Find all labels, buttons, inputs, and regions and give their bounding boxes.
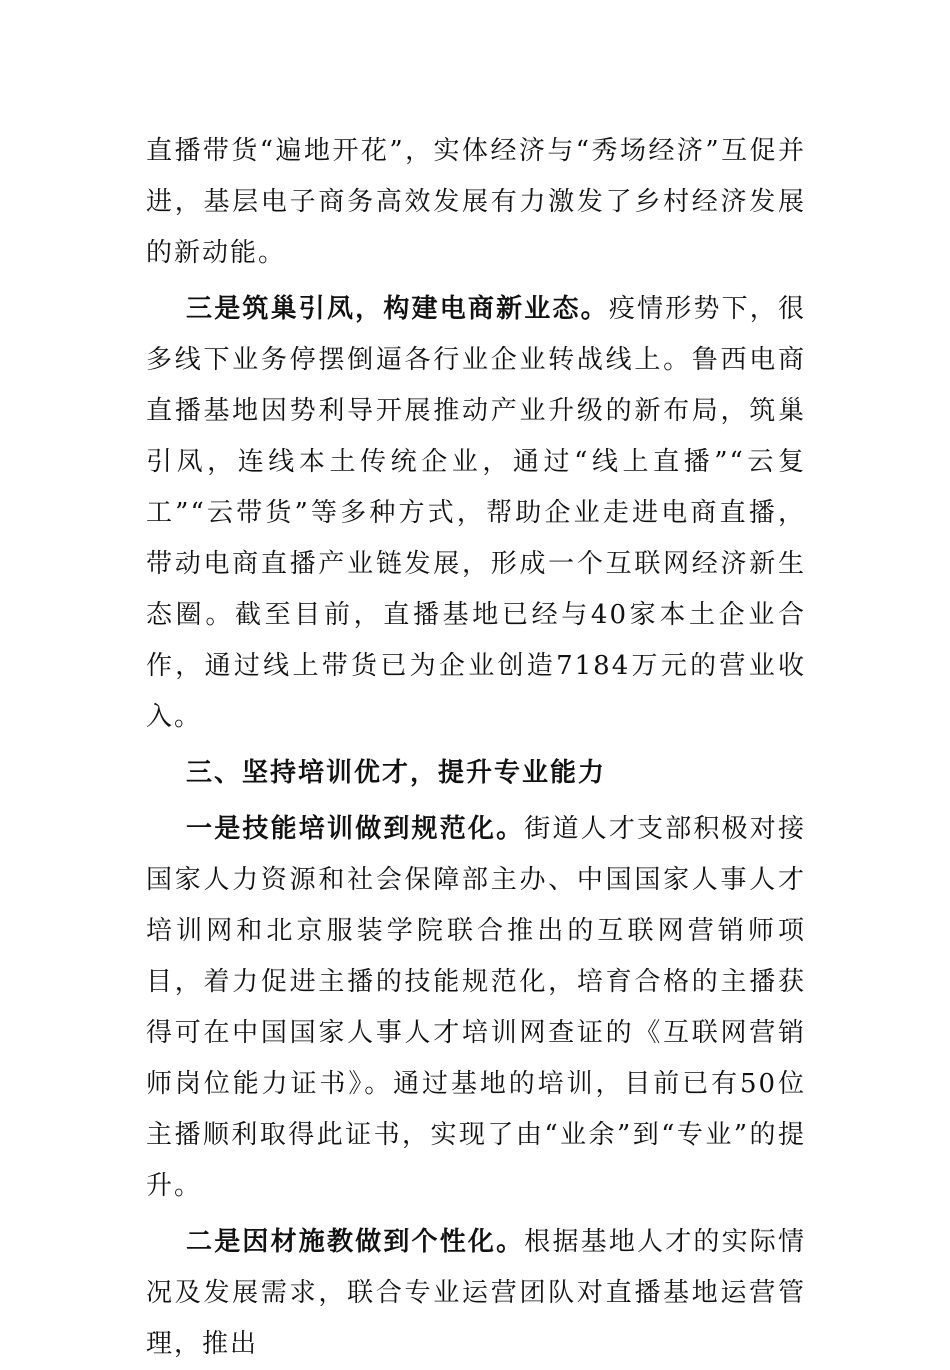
section-heading-training: 三、坚持培训优才，提升专业能力 xyxy=(186,758,607,788)
paragraph-lead: 三是筑巢引凤，构建电商新业态。 xyxy=(186,294,609,324)
paragraph-lead: 二是因材施教做到个性化。 xyxy=(186,1227,525,1257)
paragraph-build-nest xyxy=(146,284,806,743)
paragraph-livestream-continuation xyxy=(146,126,806,279)
paragraph-personalized-teaching xyxy=(146,1217,806,1370)
paragraph-lead: 一是技能培训做到规范化。 xyxy=(186,814,525,844)
paragraph-text: 街道人才支部积极对接国家人力资源和社会保障部主办、中国国家人事人才培训网和北京服装学院联合推出的互联网营销师项目，着力促进主播的技能规范化，培育合格的主播获得可在中国国家人事人才培训网查证的《互联网营销师岗位能力证书》。通过基地的培训，目前已有50位主播顺利取得此证书，实现了由“业余”到“专业”的提升。 xyxy=(146,814,806,1201)
paragraph-text: 根据基地人才的实际情况及发展需求，联合专业运营团队对直播基地运营管理，推出 xyxy=(146,1227,806,1359)
paragraph-skills-training xyxy=(146,804,806,1212)
paragraph-text: 直播带货“遍地开花”，实体经济与“秀场经济”互促并进，基层电子商务高效发展有力激发了乡村经济发展的新动能。 xyxy=(146,136,806,268)
document-body xyxy=(146,126,806,1370)
paragraph-text: 疫情形势下，很多线下业务停摆倒逼各行业企业转战线上。鲁西电商直播基地因势利导开展推动产业升级的新布局，筑巢引凤，连线本土传统企业，通过“线上直播”“云复工”“云带货”等多种方式，帮助企业走进电商直播，带动电商直播产业链发展，形成一个互联网经济新生态圈。截至目前，直播基地已经与40家本土企业合作，通过线上带货已为企业创造7184万元的营业收入。 xyxy=(146,294,806,732)
